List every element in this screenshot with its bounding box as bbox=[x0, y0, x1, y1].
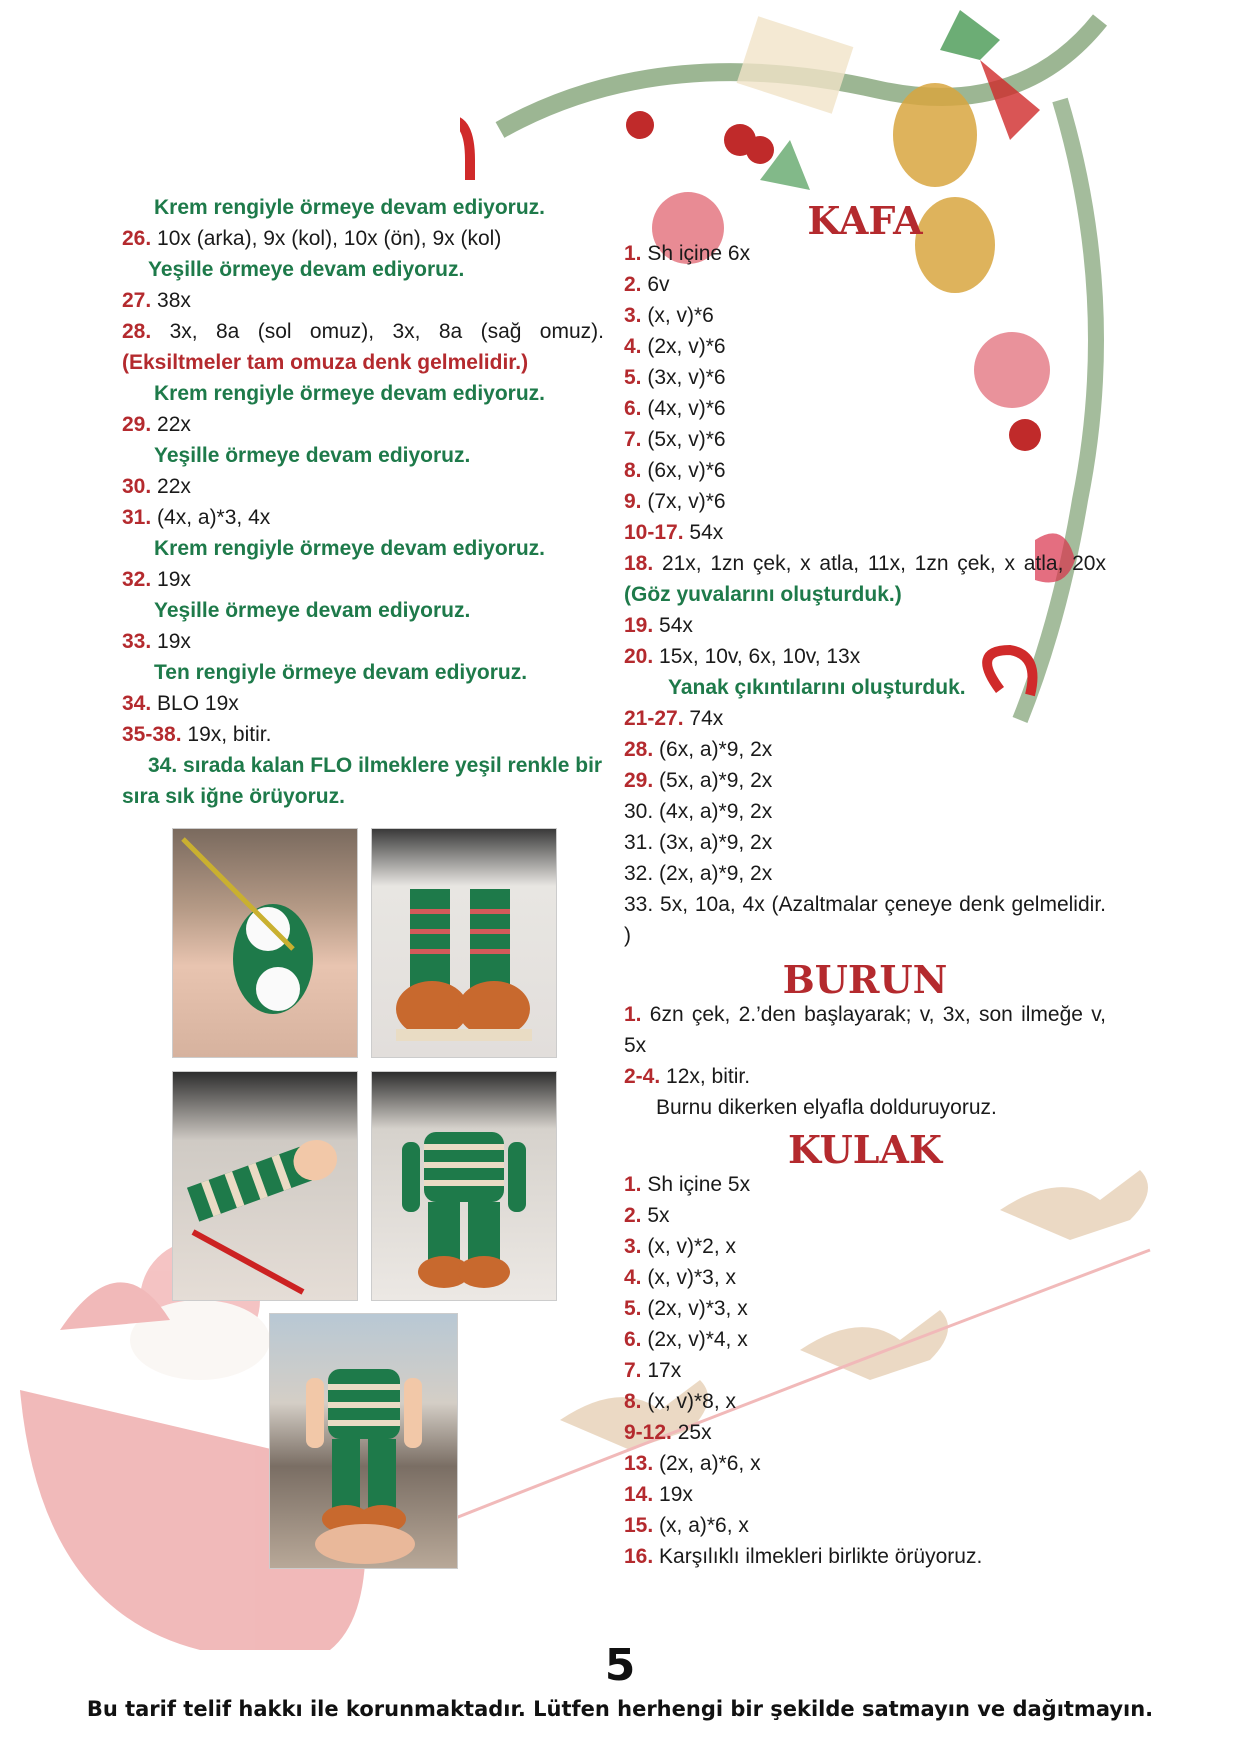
row-instruction: 33. 5x, 10a, 4x (Azaltmalar çeneye denk gelmelidir. ) bbox=[624, 893, 1106, 947]
row-instruction: 2-4. 12x, bitir. bbox=[624, 1065, 751, 1088]
copyright-footer: Bu tarif telif hakkı ile korunmaktadır. Lütfen herhengi bir şekilde satmayın ve dağıtmayın. bbox=[86, 1697, 1154, 1721]
row-instruction: 31. (4x, a)*3, 4x bbox=[122, 506, 271, 529]
row-instruction: 19. 54x bbox=[624, 614, 693, 637]
row-instruction: 31. (3x, a)*9, 2x bbox=[624, 831, 773, 854]
row-instruction: 21-27. 74x bbox=[624, 707, 724, 730]
right-instructions bbox=[624, 198, 1106, 1572]
row-instruction: 30. 22x bbox=[122, 475, 191, 498]
row-instruction: 33. 19x bbox=[122, 630, 191, 653]
row-instruction: 2. 5x bbox=[624, 1204, 670, 1227]
section-heading-kulak: KULAK bbox=[787, 1127, 943, 1172]
row-instruction: 29. (5x, a)*9, 2x bbox=[624, 769, 773, 792]
row-instruction: 10-17. 54x bbox=[624, 521, 724, 544]
row-instruction: 3. (x, v)*6 bbox=[624, 304, 714, 327]
row-instruction: 32. (2x, a)*9, 2x bbox=[624, 862, 773, 885]
row-instruction: 5. (2x, v)*3, x bbox=[624, 1297, 748, 1320]
row-instruction: 28. 3x, 8a (sol omuz), 3x, 8a (sağ omuz). bbox=[122, 320, 604, 343]
row-instruction: 30. (4x, a)*9, 2x bbox=[624, 800, 773, 823]
row-instruction: 29. 22x bbox=[122, 413, 191, 436]
photo-arm-crochet bbox=[172, 1071, 358, 1301]
row-instruction: 7. 17x bbox=[624, 1359, 682, 1382]
color-note: 34. sırada kalan FLO ilmeklere yeşil renkle bir sıra sık iğne örüyoruz. bbox=[122, 754, 603, 808]
row-instruction: 14. 19x bbox=[624, 1483, 693, 1506]
row-instruction: 8. (6x, v)*6 bbox=[624, 459, 726, 482]
color-note: Yanak çıkıntılarını oluşturduk. bbox=[668, 676, 966, 699]
row-instruction: 28. (6x, a)*9, 2x bbox=[624, 738, 773, 761]
row-instruction: 1. Sh içine 6x bbox=[624, 242, 751, 265]
left-instructions bbox=[122, 192, 604, 812]
color-note: Krem rengiyle örmeye devam ediyoruz. bbox=[154, 382, 545, 405]
row-instruction: 3. (x, v)*2, x bbox=[624, 1235, 737, 1258]
row-instruction: 16. Karşılıklı ilmekleri birlikte örüyoruz. bbox=[624, 1545, 983, 1568]
color-note: Ten rengiyle örmeye devam ediyoruz. bbox=[154, 661, 528, 684]
row-instruction: 34. BLO 19x bbox=[122, 692, 239, 715]
row-warning-note: (Eksiltmeler tam omuza denk gelmelidir.) bbox=[122, 351, 529, 374]
page-number: 5 bbox=[604, 1640, 636, 1691]
row-instruction: 8. (x, v)*8, x bbox=[624, 1390, 737, 1413]
row-instruction: 4. (x, v)*3, x bbox=[624, 1266, 737, 1289]
row-instruction: 7. (5x, v)*6 bbox=[624, 428, 726, 451]
color-note: Krem rengiyle örmeye devam ediyoruz. bbox=[154, 196, 545, 219]
row-instruction: 27. 38x bbox=[122, 289, 191, 312]
row-instruction: 5. (3x, v)*6 bbox=[624, 366, 726, 389]
row-instruction: 2. 6v bbox=[624, 273, 670, 296]
row-instruction: 4. (2x, v)*6 bbox=[624, 335, 726, 358]
row-instruction: 35-38. 19x, bitir. bbox=[122, 723, 272, 746]
row-instruction: 13. (2x, a)*6, x bbox=[624, 1452, 761, 1475]
section-heading-burun: BURUN bbox=[782, 957, 948, 1002]
row-instruction: 15. (x, a)*6, x bbox=[624, 1514, 749, 1537]
color-note: Yeşille örmeye devam ediyoruz. bbox=[154, 599, 471, 622]
section-heading-kafa: KAFA bbox=[807, 198, 923, 243]
row-instruction: 32. 19x bbox=[122, 568, 191, 591]
row-instruction: 18. 21x, 1zn çek, x atla, 11x, 1zn çek, x atla, 20x (Göz yuvalarını oluşturduk.) bbox=[624, 552, 1106, 606]
photo-legs-shoes bbox=[371, 828, 557, 1058]
photo-body-progress bbox=[371, 1071, 557, 1301]
row-instruction: Burnu dikerken elyafla dolduruyoruz. bbox=[656, 1096, 997, 1119]
row-instruction: 9-12. 25x bbox=[624, 1421, 712, 1444]
photo-legs-stuffing bbox=[172, 828, 358, 1058]
row-instruction: 6. (2x, v)*4, x bbox=[624, 1328, 748, 1351]
row-instruction: 9. (7x, v)*6 bbox=[624, 490, 726, 513]
color-note: Yeşille örmeye devam ediyoruz. bbox=[148, 258, 465, 281]
photo-body-complete bbox=[269, 1313, 458, 1569]
row-instruction: 6. (4x, v)*6 bbox=[624, 397, 726, 420]
color-note: Krem rengiyle örmeye devam ediyoruz. bbox=[154, 537, 545, 560]
row-instruction: 1. Sh içine 5x bbox=[624, 1173, 751, 1196]
color-note: Yeşille örmeye devam ediyoruz. bbox=[154, 444, 471, 467]
row-instruction: 20. 15x, 10v, 6x, 10v, 13x bbox=[624, 645, 861, 668]
row-instruction: 1. 6zn çek, 2.’den başlayarak; v, 3x, son ilmeğe v, 5x bbox=[624, 1003, 1106, 1057]
row-instruction: 26. 10x (arka), 9x (kol), 10x (ön), 9x (kol) bbox=[122, 227, 502, 250]
